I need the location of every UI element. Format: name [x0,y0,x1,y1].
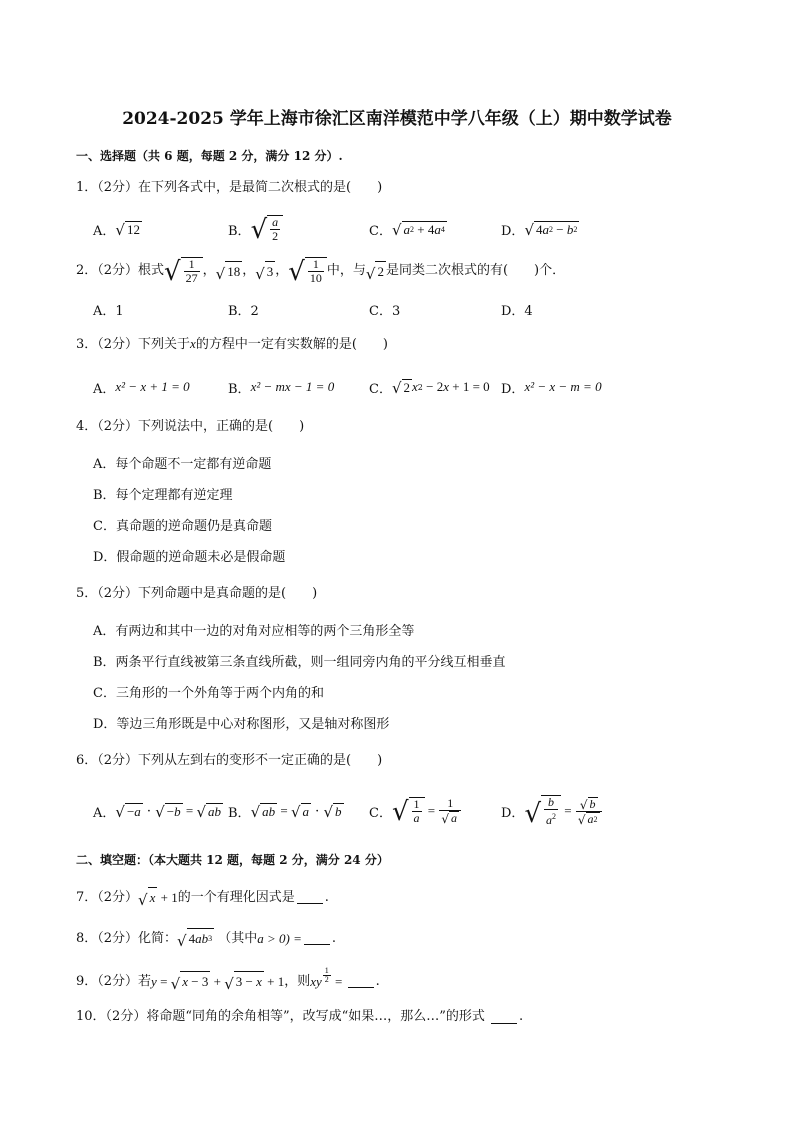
question-8: 8．（2分）化简： √ 4 ab 3 （其中 a > 0) = . [76,928,336,949]
section-heading-choice: 一、选择题（共 6 题，每题 2 分，满分 12 分）. [76,149,343,163]
question-4: 4．（2分）下列说法中，正确的是( ) [76,419,305,434]
question-7: 7．（2分） √ x + 1 的一个有理化因式是 . [76,887,329,908]
question-10: 10．（2分）将命题“同角的余角相等”，改写成“如果…，那么…”的形式 . [76,1009,524,1024]
sqrt-1-over-27: √ $\frac{1}{27}$ [164,257,203,285]
option-b: B． √ $\frac{a}{2}$ [228,214,283,244]
question-2-options [93,294,713,324]
section-heading-fill: 二、填空题：（本大题共 12 题，每题 2 分，满分 24 分） [76,853,389,867]
question-1: 1．（2分）在下列各式中，是最简二次根式的是( ) [76,180,383,195]
question-5: 5．（2分）下列命题中是真命题的是( ) [76,586,318,601]
sqrt-3: √ 3 [255,261,275,282]
answer-blank[interactable] [348,975,374,988]
question-9: 9．（2分）若 y = √ x − 3 + √ 3 − x + 1 ，则 xy $\frac{1}{2}$ = . [76,966,380,993]
sqrt-2-coefficient: √ 2 [391,378,411,397]
answer-blank[interactable] [304,932,330,945]
option-b: B． √ ab = √ a · √ b [228,802,342,821]
question-5-option-b: B．两条平行直线被第三条直线所截，则一组同旁内角的平分线互相垂直 [93,655,506,670]
question-3-options [93,372,713,402]
question-1-options [93,214,713,244]
question-5-option-a: A．有两边和其中一边的对角对应相等的两个三角形全等 [93,624,415,639]
option-b: B． x² − mx − 1 = 0 [228,379,335,397]
option-d: D． √ $\frac{b}{a^2}$ = √ b √ a 2 [501,796,603,826]
option-c: C． √ a 2 + 4 a 4 [369,220,445,239]
answer-blank[interactable] [297,891,323,904]
sqrt-a-over-2: √ $\frac{a}{2}$ [251,215,284,243]
sqrt-2: √ 2 [366,261,386,282]
option-d: D． x² − x − m = 0 [501,379,602,397]
question-4-option-b: B．每个定理都有逆定理 [93,488,233,503]
question-5-option-d: D．等边三角形既是中心对称图形，又是轴对称图形 [93,717,390,732]
question-4-option-d: D．假命题的逆命题未必是假命题 [93,550,286,565]
sqrt-12: √ 12 [115,220,140,239]
answer-blank[interactable] [491,1011,517,1024]
option-c: C． √ 2 x 2 − 2 x + 1 = 0 [369,378,490,397]
question-2: 2．（2分）根式 √ $\frac{1}{27}$ ， √ 18 ， √ 3 ， √ $\frac{1}{10}$ 中，与 √ 2 是同类二次根式的有( )个． [76,257,566,287]
sqrt-a2-plus-4a4: √ a 2 + 4 a 4 [391,220,445,239]
option-a: A． √ − a · √ − b = √ ab [93,802,222,821]
question-3: 3．（2分）下列关于x的方程中一定有实数解的是( ) [76,336,388,352]
option-a: A． x² − x + 1 = 0 [93,379,190,397]
question-5-option-c: C．三角形的一个外角等于两个内角的和 [93,686,324,701]
option-a: A． √ 12 [93,220,140,239]
question-6: 6．（2分）下列从左到右的变形不一定正确的是( ) [76,753,383,768]
option-c: C． √ $\frac{1}{a}$ = 1 √ a [369,796,462,826]
option-d: D． √ 4 a 2 − b 2 [501,220,578,239]
sqrt-4a2-minus-b2: √ 4 a 2 − b 2 [524,220,578,239]
option-d: D．4 [501,303,533,319]
sqrt-18: √ 18 [216,261,243,282]
exam-title: 2024-2025 学年上海市徐汇区南洋模范中学八年级（上）期中数学试卷 [122,109,672,129]
question-4-option-c: C．真命题的逆命题仍是真命题 [93,519,272,534]
question-4-option-a: A．每个命题不一定都有逆命题 [93,457,272,472]
option-b: B．2 [228,303,259,319]
question-6-options [93,795,713,829]
option-c: C．3 [369,303,401,319]
sqrt-1-over-10: √ $\frac{1}{10}$ [288,257,327,285]
option-a: A．1 [93,303,124,319]
